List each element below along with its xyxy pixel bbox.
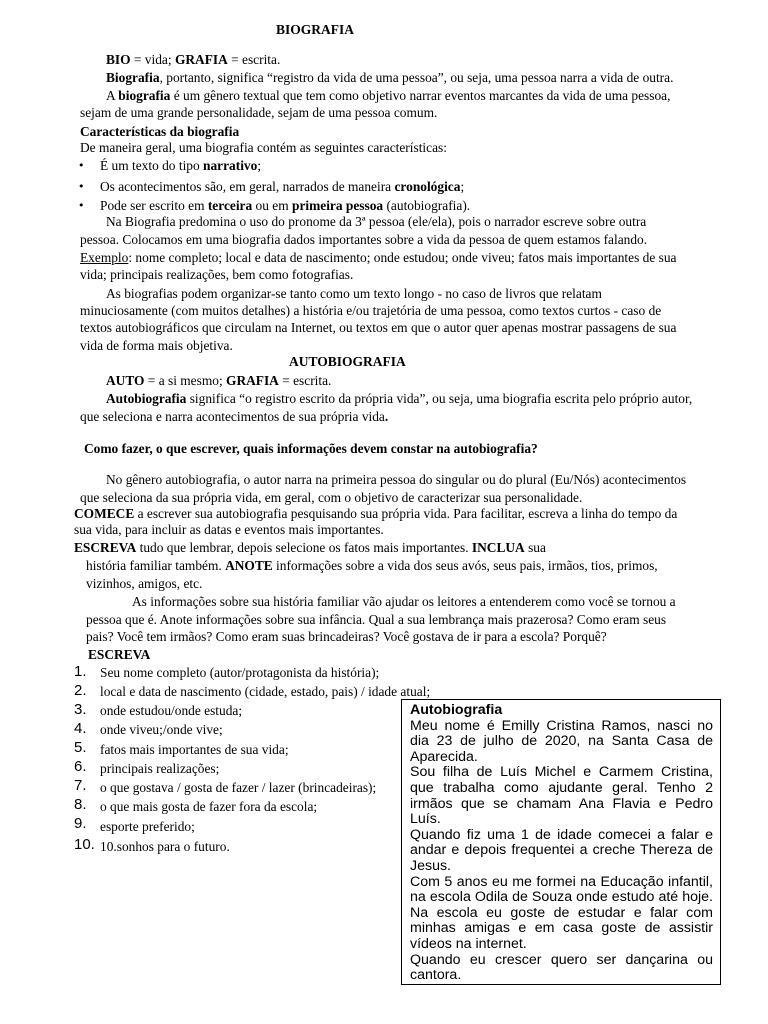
list-item: fatos mais importantes de sua vida; [100,742,289,757]
box-paragraph: Quando eu crescer quero ser dançarina ou cantora. [410,951,713,984]
list-number: 6. [74,758,87,775]
paragraph-line: pessoa. Colocamos em uma biografia dados importantes sobre a vida da pessoa de quem estamos falando. [80,232,648,247]
hist-line: história familiar também. ANOTE informações sobre a vida dos seus avós, seus pais, irmãos, tios, primos, [86,558,658,573]
characteristic-item: • É um texto do tipo narrativo; [100,157,261,174]
list-item: onde estudou/onde estuda; [100,703,243,718]
info-line: pais? Você tem irmãos? Como eram suas brincadeiras? Você gostava de ir para a escola? Porquê? [86,629,607,644]
biografia-meaning: Biografia, portanto, significa “registro da vida de uma pessoa”, ou seja, uma pessoa narra a vida de outra. [106,70,674,85]
auto-definition: AUTO = a si mesmo; GRAFIA = escrita. [106,373,332,388]
comece-line-2: sua vida, para incluir as datas e eventos mais importantes. [74,522,384,537]
box-title: Autobiografia [410,702,503,718]
list-item: esporte preferido; [100,819,195,834]
howto-question: Como fazer, o que escrever, quais informações devem constar na autobiografia? [84,441,538,456]
info-line: pessoa que é. Anote informações sobre sua infância. Qual a sua lembrança mais prazerosa? Como eram seus [86,612,667,627]
characteristic-item: • Pode ser escrito em terceira ou em primeira pessoa (autobiografia). [100,197,470,214]
genre-line-1: A biografia é um gênero textual que tem como objetivo narrar eventos marcantes da vida de uma pessoa, [106,88,671,103]
paragraph-line: textos autobiográficos que circulam na Internet, ou textos em que o autor quer apenas mostrar passagens de sua [80,320,677,335]
list-item: principais realizações; [100,761,220,776]
hist-line-2: vizinhos, amigos, etc. [86,576,203,591]
list-item: onde viveu;/onde vive; [100,722,223,737]
list-item: o que gostava / gosta de fazer / lazer (brincadeiras); [100,780,377,795]
paragraph-line: vida; principais realizações, bem como fotografias. [80,267,354,282]
box-paragraph: Quando fiz uma 1 de idade comecei a falar e andar e depois frequentei a creche Thereza de Jesus. [410,826,713,874]
autobiografia-meaning-2: que seleciona e narra acontecimentos de sua própria vida. [80,409,389,424]
escreva-line: ESCREVA tudo que lembrar, depois selecione os fatos mais importantes. INCLUA sua [74,540,546,555]
list-number: 3. [74,701,87,718]
list-number: 8. [74,796,87,813]
list-number: 5. [74,739,87,756]
autobiography-box [401,699,721,985]
characteristics-heading: Características da biografia [80,124,240,139]
autobiography-heading: AUTOBIOGRAFIA [289,354,406,369]
box-paragraph: Meu nome é Emilly Cristina Ramos, nasci no dia 23 de julho de 2020, na Santa Casa de Aparecida. [410,717,713,765]
characteristics-lead: De maneira geral, uma biografia contém as seguintes características: [80,140,447,155]
list-number: 9. [74,815,87,832]
paragraph-line: minuciosamente (com muitos detalhes) a história e/ou trajetória de uma pessoa, como textos curtos - caso de [80,303,662,318]
characteristic-item: • Os acontecimentos são, em geral, narrados de maneira cronológica; [100,178,464,195]
page-title: BIOGRAFIA [276,22,355,37]
list-heading: ESCREVA [88,647,151,662]
paragraph-line: As biografias podem organizar-se tanto como um texto longo - no caso de livros que relatam [106,286,602,301]
howto-line: No gênero autobiografia, o autor narra na primeira pessoa do singular ou do plural (Eu/Nós) acontecimentos [106,472,687,487]
comece-line: COMECE a escrever sua autobiografia pesquisando sua própria vida. Para facilitar, escreva a linha do tempo da [74,506,678,521]
list-item: local e data de nascimento (cidade, estado, pais) / idade atual; [100,684,431,699]
list-number: 2. [74,682,87,699]
list-number: 7. [74,777,87,794]
box-paragraph: Sou filha de Luís Michel e Carmem Cristina, que trabalha como ajudante geral. Tenho 2 irmãos que se chamam Ana Flavia e Pedro Luís. [410,764,713,828]
howto-line: que seleciona da sua própria vida, em geral, com o objetivo de caracterizar sua personalidade. [80,490,583,505]
list-item: 10.sonhos para o futuro. [100,839,230,854]
list-item: o que mais gosta de fazer fora da escola; [100,799,318,814]
list-number: 4. [74,720,87,737]
list-number: 1. [74,663,87,680]
bio-definition: BIO = vida; GRAFIA = escrita. [106,52,281,67]
paragraph-line: Exemplo: nome completo; local e data de nascimento; onde estudou; onde viveu; fatos mais importantes de sua [80,250,677,265]
paragraph-line: vida de forma mais objetiva. [80,338,233,353]
autobiografia-meaning: Autobiografia significa “o registro escrito da própria vida”, ou seja, uma biografia escrita pelo próprio autor, [106,391,693,406]
info-line: As informações sobre sua história familiar vão ajudar os leitores a entenderem como você se tornou a [132,594,676,609]
list-number: 10. [74,836,95,853]
paragraph-line: Na Biografia predomina o uso do pronome da 3ª pessoa (ele/ela), pois o narrador escreve sobre outra [106,214,647,229]
genre-line-2: sejam de uma grande personalidade, sejam de uma pessoa comum. [80,105,438,120]
box-paragraph: Com 5 anos eu me formei na Educação infantil, na escola Odila de Souza onde estudo até hoje. Na escola eu goste de estudar e falar com minhas amigas e em casa goste de assistir vídeos na internet. [410,873,713,952]
list-item: Seu nome completo (autor/protagonista da história); [100,665,380,680]
